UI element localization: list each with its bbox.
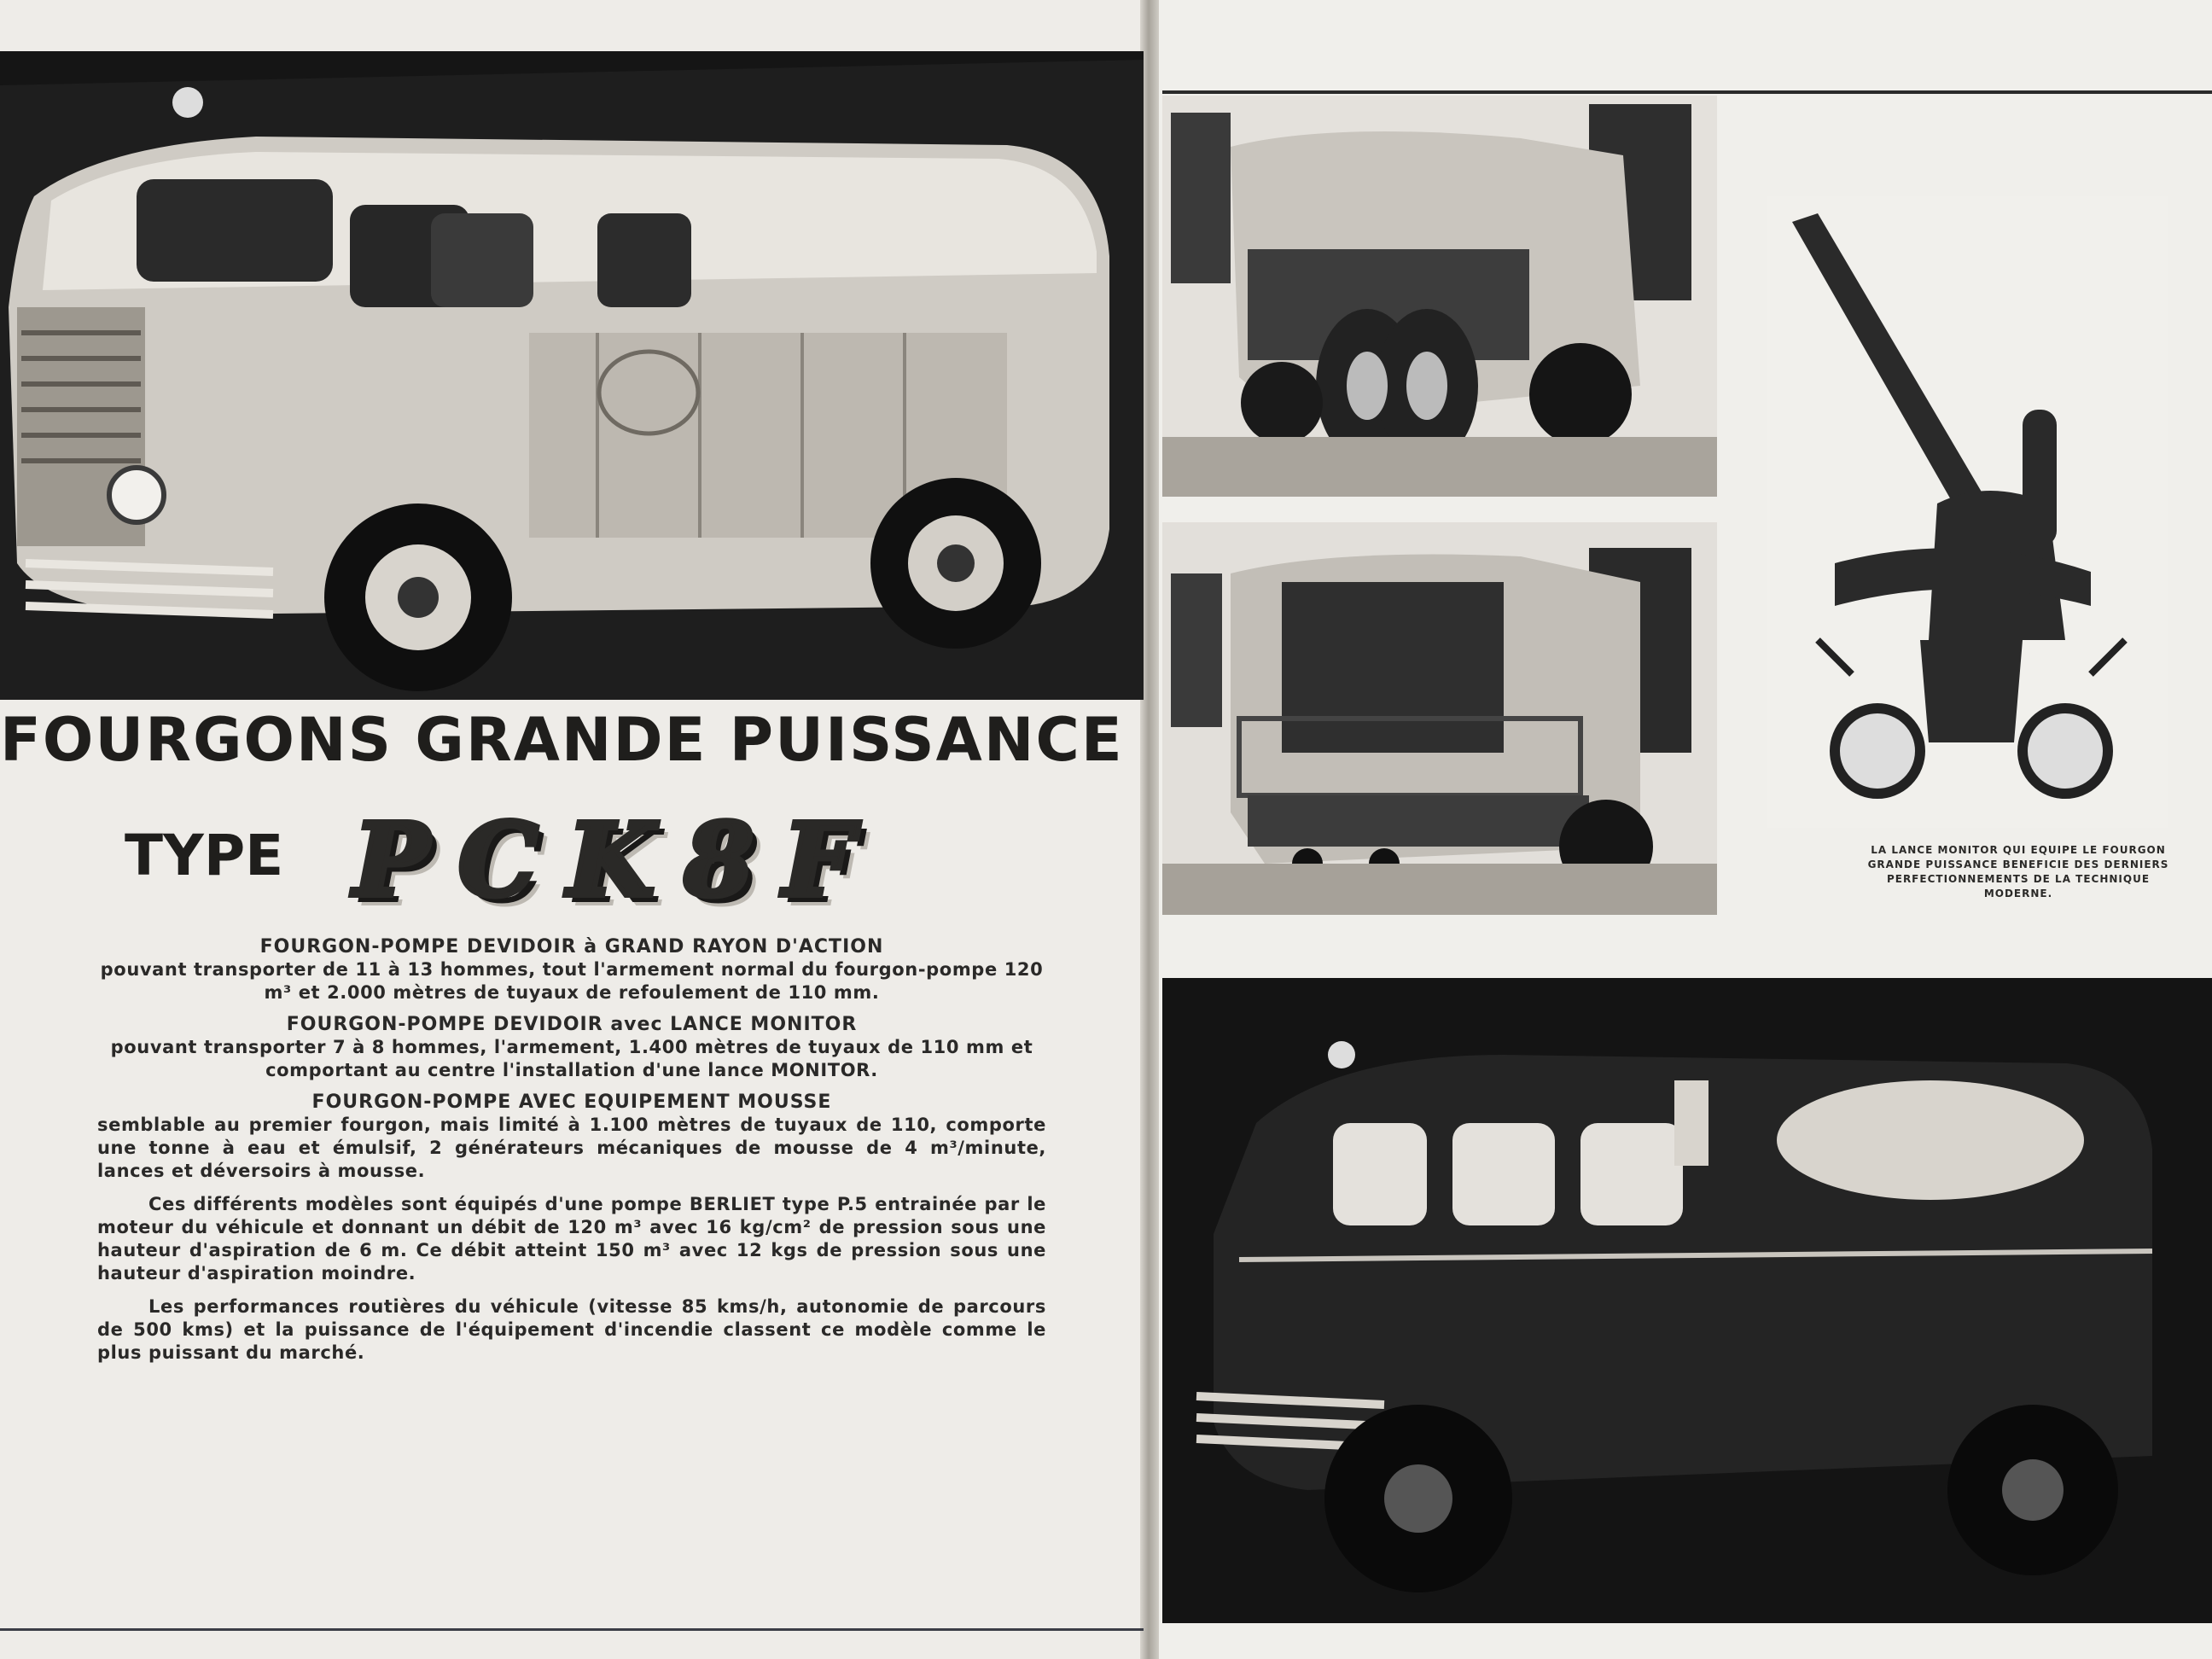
bottom-edge-rule <box>0 1628 1144 1631</box>
paragraph-performance: Les performances routières du véhicule (vitesse 85 kms/h, autonomie de parcours de 500 kms) et la puissance de l'équipement d'incendie classent ce modèle comme le plus puissant du marché. <box>97 1296 1046 1363</box>
monitor-caption: LA LANCE MONITOR QUI EQUIPE LE FOURGON GRANDE PUISSANCE BENEFICIE DES DERNIERS PERFECTIONNEMENTS DE LA TECHNIQUE MODERNE. <box>1867 844 2169 899</box>
section-heading-1: FOURGON-POMPE DEVIDOIR à GRAND RAYON D'ACTION <box>259 936 884 958</box>
section-heading-2: FOURGON-POMPE DEVIDOIR avec LANCE MONITOR <box>286 1014 858 1035</box>
type-label: TYPE <box>125 823 284 888</box>
paragraph-pump: Ces différents modèles sont équipés d'une pompe BERLIET type P.5 entrainée par le moteur du véhicule et donnant un débit de 120 m³ avec 16 kg/cm² de pression sous une hauteur d'aspiration de 6 m. Ce débit atteint 150 m³ avec 12 kgs de pression sous une hauteur d'aspiration moindre. <box>97 1194 1046 1284</box>
photo-van-rear-reels <box>1162 96 1717 497</box>
model-name: PCK8F <box>353 800 884 919</box>
section-heading-3: FOURGON-POMPE AVEC EQUIPEMENT MOUSSE <box>311 1091 832 1113</box>
photo-van-side-monitor <box>1162 978 2212 1623</box>
section-text-1: pouvant transporter de 11 à 13 hommes, tout l'armement normal du fourgon-pompe 120 m³ et 2.000 mètres de tuyaux de refoulement de 110 mm. <box>100 959 1044 1003</box>
photo-van-rear-closed <box>1162 522 1717 915</box>
photo-fire-van-front <box>0 51 1144 700</box>
body-text <box>97 927 1046 1365</box>
headline: FOURGONS GRANDE PUISSANCE <box>0 705 1124 775</box>
top-rule <box>1162 90 2212 94</box>
section-text-2: pouvant transporter 7 à 8 hommes, l'armement, 1.400 mètres de tuyaux de 110 mm et comportant au centre l'installation d'une lance MONITOR. <box>110 1037 1033 1080</box>
section-text-3: semblable au premier fourgon, mais limité à 1.100 mètres de tuyaux de 110, comporte une tonne à eau et émulsif, 2 générateurs mécaniques de mousse de 4 m³/minute, lances et déversoirs à mousse. <box>97 1115 1046 1181</box>
photo-lance-monitor <box>1767 196 2168 828</box>
